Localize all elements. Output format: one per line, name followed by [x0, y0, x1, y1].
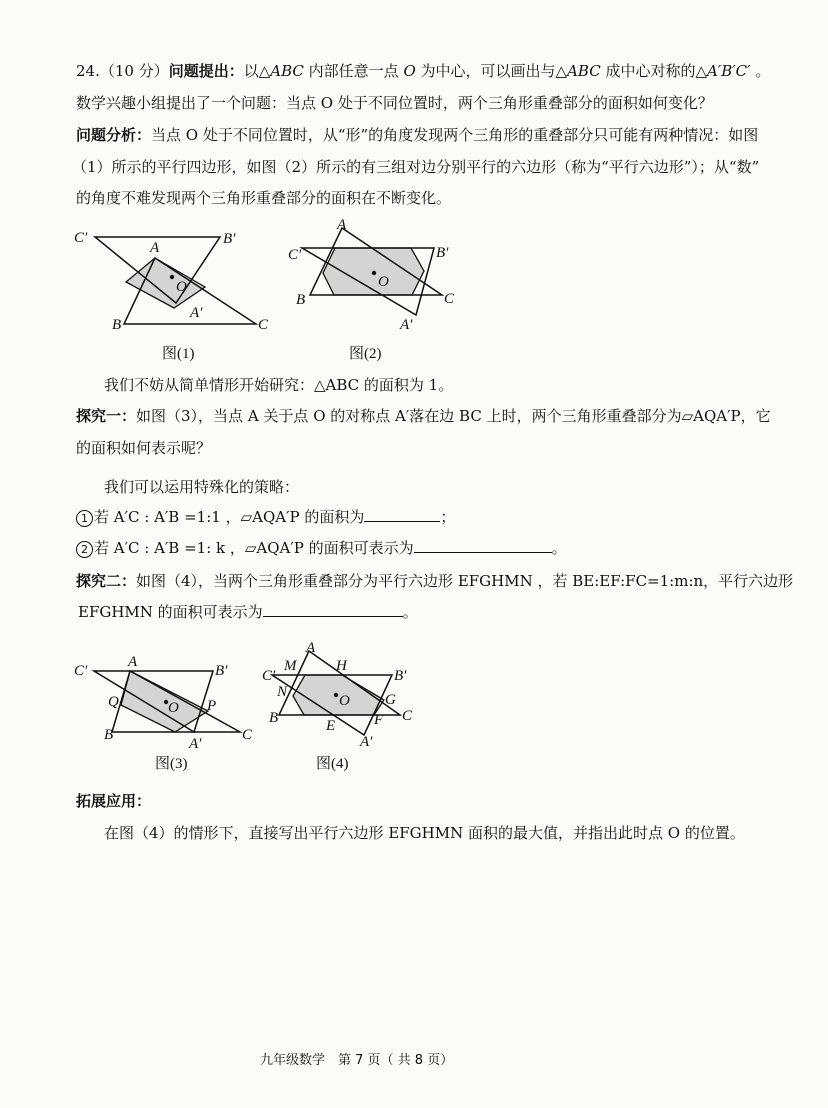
page-footer: 九年级数学 第 7 页（ 共 8 页） — [260, 1053, 454, 1068]
fig2-label-bp: B′ — [436, 245, 449, 261]
text-fragment: 当点 O 处于不同位置时，从“形”的角度发现两个三角形的重叠部分只可能有两种情况：如图 — [151, 126, 759, 144]
fig3-label-p: P — [207, 698, 217, 714]
fig4-label-g: G — [385, 692, 396, 708]
strategy-line: 我们可以运用特殊化的策略： — [104, 478, 300, 496]
fig1-point-o — [170, 275, 174, 279]
fig4-label-m: M — [284, 658, 297, 674]
problem-number: 24.（10 分） — [76, 62, 169, 80]
fig4-caption: 图(4) — [316, 756, 349, 772]
section-label-explore1: 探究一： — [76, 407, 137, 425]
fig3-caption: 图(3) — [155, 756, 188, 772]
figure-2 — [286, 215, 471, 335]
text-fragment: O — [403, 62, 416, 80]
explore2-line-1 — [76, 570, 793, 592]
fig3-label-a: A — [128, 654, 138, 670]
text-fragment: ABC — [567, 62, 601, 80]
fig1-label-o: O — [176, 279, 187, 295]
text-fragment: A′B′C′ — [707, 62, 751, 80]
fig1-label-c: C — [258, 317, 269, 333]
fig1-label-ap: A′ — [190, 305, 203, 321]
fig4-label-bp: B′ — [394, 668, 407, 684]
text-fragment: ； — [440, 508, 456, 526]
fig2-label-o: O — [378, 274, 389, 290]
fig3-label-o: O — [168, 700, 179, 716]
fig1-label-bp: B′ — [223, 231, 236, 247]
fig2-label-b: B — [296, 292, 306, 308]
explore2-line-2 — [78, 601, 418, 623]
analysis-line-2: （1）所示的平行四边形，如图（2）所示的有三组对边分别平行的六边形（称为“平行六边形”）；从“数” — [72, 158, 760, 176]
fig4-label-n: N — [277, 684, 288, 700]
text-fragment: 若 A′C : A′B =1:1 ，▱AQA′P 的面积为 — [94, 508, 365, 526]
fig1-label-a: A — [150, 240, 160, 256]
text-fragment: EFGHMN 的面积可表示为 — [78, 603, 263, 621]
question-2 — [76, 537, 567, 559]
fig4-label-a: A — [306, 640, 316, 656]
fig2-caption: 图(2) — [349, 346, 382, 362]
circled-number-2: 2 — [76, 541, 93, 558]
simple-case-line: 我们不妨从简单情形开始研究：△ABC 的面积为 1。 — [104, 376, 454, 394]
figure-4 — [262, 638, 442, 753]
fig1-label-b: B — [112, 317, 122, 333]
text-fragment: 。 — [402, 603, 418, 621]
problem-heading — [76, 60, 770, 82]
fig3-label-cp: C′ — [74, 663, 88, 679]
fig2-label-ap: A′ — [400, 317, 413, 333]
problem-line-2: 数学兴趣小组提出了一个问题：当点 O 处于不同位置时，两个三角形重叠部分的面积如何变化？ — [76, 94, 713, 112]
fig4-label-c: C — [402, 708, 413, 724]
fig4-point-o — [334, 693, 338, 697]
section-label-explore2: 探究二： — [76, 572, 137, 590]
explore1-line-2: 的面积如何表示呢？ — [76, 439, 212, 457]
text-fragment: 内部任意一点 — [303, 62, 404, 80]
text-fragment: 如图（3），当点 A 关于点 O 的对称点 A′落在边 BC 上时，两个三角形重叠部分为▱AQA′P，它 — [136, 407, 771, 425]
fig1-label-cp: C′ — [74, 230, 88, 246]
fig4-label-o: O — [339, 693, 350, 709]
figure-1 — [70, 225, 280, 340]
text-fragment: 。 — [551, 539, 567, 557]
fig3-label-ap: A′ — [189, 736, 202, 752]
text-fragment: 若 A′C : A′B =1: k ，▱AQA′P 的面积可表示为 — [94, 539, 414, 557]
fig3-label-bp: B′ — [215, 663, 228, 679]
question-1 — [76, 506, 455, 528]
answer-blank-3[interactable] — [263, 602, 403, 617]
fig4-label-f: F — [374, 712, 384, 728]
section-label-analysis: 问题分析： — [76, 126, 152, 144]
fig3-label-q: Q — [108, 694, 119, 710]
explore1-line-1 — [76, 405, 771, 427]
extension-question: 在图（4）的情形下，直接写出平行六边形 EFGHMN 面积的最大值，并指出此时点 O 的位置。 — [104, 824, 745, 842]
text-fragment: 成中心对称的△ — [600, 62, 708, 80]
fig2-label-c: C — [444, 291, 455, 307]
text-fragment: 如图（4），当两个三角形重叠部分为平行六边形 EFGHMN ，若 BE:EF:FC=1:m:n，平行六边形 — [136, 572, 794, 590]
fig2-label-a: A — [337, 217, 347, 233]
fig1-caption: 图(1) — [162, 346, 195, 362]
fig4-label-b: B — [269, 710, 279, 726]
answer-blank-1[interactable] — [364, 507, 440, 522]
fig2-point-o — [372, 271, 376, 275]
section-label-extension: 拓展应用： — [76, 792, 152, 810]
text-fragment: 为中心，可以画出与△ — [415, 62, 568, 80]
circled-number-1: 1 — [76, 510, 93, 527]
answer-blank-2[interactable] — [414, 538, 552, 553]
fig4-label-e: E — [326, 718, 336, 734]
fig4-label-ap: A′ — [360, 734, 373, 750]
fig4-label-h: H — [336, 658, 347, 674]
fig4-label-cp: C′ — [262, 668, 276, 684]
text-fragment: 。 — [750, 62, 771, 80]
figure-3 — [72, 650, 262, 755]
analysis-line-3: 的角度不难发现两个三角形重叠部分的面积在不断变化。 — [76, 189, 452, 207]
text-fragment: 以△ — [243, 62, 271, 80]
fig2-label-cp: C′ — [288, 247, 302, 263]
fig3-label-b: B — [104, 727, 114, 743]
analysis-line-1 — [76, 124, 758, 146]
section-label-question: 问题提出： — [168, 62, 244, 80]
text-fragment: ABC — [270, 62, 304, 80]
fig3-label-c: C — [242, 727, 253, 743]
